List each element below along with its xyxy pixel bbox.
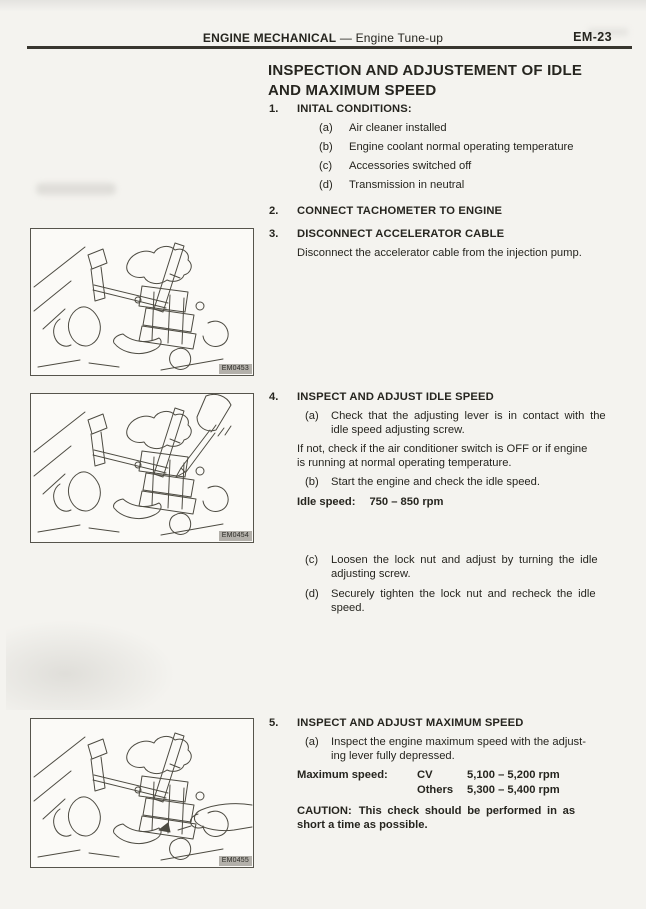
item-text: Securely tighten the lock nut and recheck the idle speed. xyxy=(331,588,596,614)
list-item xyxy=(269,121,622,135)
item-label: (c) xyxy=(305,554,319,566)
step-3-disconnect-cable xyxy=(269,227,622,260)
scan-smudge xyxy=(6,620,176,710)
spec-value: 5,300 – 5,400 rpm xyxy=(467,783,560,796)
item-label: (c) xyxy=(319,160,333,172)
page-header xyxy=(27,31,619,45)
spec-row xyxy=(417,768,560,783)
step-body: Disconnect the accelerator cable from the injection pump. xyxy=(297,247,582,259)
engine-line-drawing-with-hand xyxy=(31,719,253,867)
caution-note: CAUTION: This check should be performed in as short a time as possible. xyxy=(297,805,576,831)
spec-row xyxy=(417,783,560,798)
engine-line-drawing xyxy=(31,229,253,375)
step-number: 2. xyxy=(269,205,279,217)
list-item xyxy=(269,178,622,192)
item-text: Accessories switched off xyxy=(349,160,472,172)
figure-1 xyxy=(30,228,254,376)
step-heading: DISCONNECT ACCELERATOR CABLE xyxy=(297,228,505,240)
scan-smudge xyxy=(36,183,116,195)
item-text: Inspect the engine maximum speed with the adjust- ing lever fully depressed. xyxy=(331,736,586,762)
spec-value: 750 – 850 rpm xyxy=(369,496,444,508)
list-item xyxy=(269,475,622,489)
step-number: 5. xyxy=(269,717,279,729)
spec-idle-speed xyxy=(297,495,622,509)
running-head xyxy=(27,31,619,45)
list-item xyxy=(269,587,622,615)
figure-label: EM0453 xyxy=(219,364,252,374)
step-4-idle-speed xyxy=(269,390,622,509)
doc-title-line2: AND MAXIMUM SPEED xyxy=(268,81,437,99)
figure-label: EM0455 xyxy=(219,856,252,866)
doc-title-line1: INSPECTION AND ADJUSTEMENT OF IDLE xyxy=(268,62,583,79)
chapter-title: ENGINE MECHANICAL xyxy=(202,31,337,45)
step-1-initial-conditions xyxy=(269,102,622,192)
spec-maximum-speed xyxy=(297,768,622,797)
step-number: 1. xyxy=(269,103,279,115)
step-heading: CONNECT TACHOMETER TO ENGINE xyxy=(297,205,503,217)
caution-label: CAUTION: xyxy=(297,805,352,817)
note-paragraph: If not, check if the air conditioner switch is OFF or if engine is running at normal operating temperature. xyxy=(297,443,588,469)
item-text: Transmission in neutral xyxy=(349,179,465,191)
item-text: Engine coolant normal operating temperature xyxy=(349,141,574,153)
item-text: Check that the adjusting lever is in contact with the idle speed adjusting screw. xyxy=(331,410,606,436)
step-heading: INSPECT AND ADJUST MAXIMUM SPEED xyxy=(297,717,524,729)
step-heading: INSPECT AND ADJUST IDLE SPEED xyxy=(297,391,494,403)
spec-rows xyxy=(417,768,560,797)
figure-label: EM0454 xyxy=(219,531,252,541)
item-label: (b) xyxy=(319,141,333,153)
step-2-connect-tachometer xyxy=(269,204,622,218)
step-5-maximum-speed xyxy=(269,716,622,832)
figure-3 xyxy=(30,718,254,868)
item-label: (d) xyxy=(305,588,319,600)
item-label: (a) xyxy=(305,736,319,748)
list-item xyxy=(269,159,622,173)
spec-value: 5,100 – 5,200 rpm xyxy=(467,769,560,781)
list-item xyxy=(269,140,622,154)
header-separator: — xyxy=(336,31,356,45)
item-text: Air cleaner installed xyxy=(349,122,447,134)
list-item xyxy=(269,409,622,437)
step-number: 4. xyxy=(269,391,279,403)
page-number: EM-23 xyxy=(573,30,612,44)
spec-label: Maximum speed: xyxy=(297,769,388,781)
item-label: (a) xyxy=(305,410,319,422)
spec-variant: Others xyxy=(417,783,454,796)
step-heading: INITAL CONDITIONS: xyxy=(297,103,412,115)
spec-variant: CV xyxy=(417,769,433,781)
section-title: Engine Tune-up xyxy=(355,31,444,45)
step-4-continued xyxy=(269,553,622,615)
figure-2 xyxy=(30,393,254,543)
item-label: (d) xyxy=(319,179,333,191)
spec-label: Idle speed: xyxy=(297,496,356,508)
list-item xyxy=(269,553,622,581)
engine-line-drawing-with-screwdriver xyxy=(31,394,253,542)
doc-title xyxy=(268,61,628,100)
item-text: Start the engine and check the idle speed. xyxy=(331,476,540,488)
header-rule xyxy=(27,46,632,49)
scan-artifact-top xyxy=(0,0,646,13)
item-label: (b) xyxy=(305,476,319,488)
step-number: 3. xyxy=(269,228,279,240)
item-label: (a) xyxy=(319,122,333,134)
item-text: Loosen the lock nut and adjust by turning the idle adjusting screw. xyxy=(331,554,598,580)
list-item xyxy=(269,735,622,763)
